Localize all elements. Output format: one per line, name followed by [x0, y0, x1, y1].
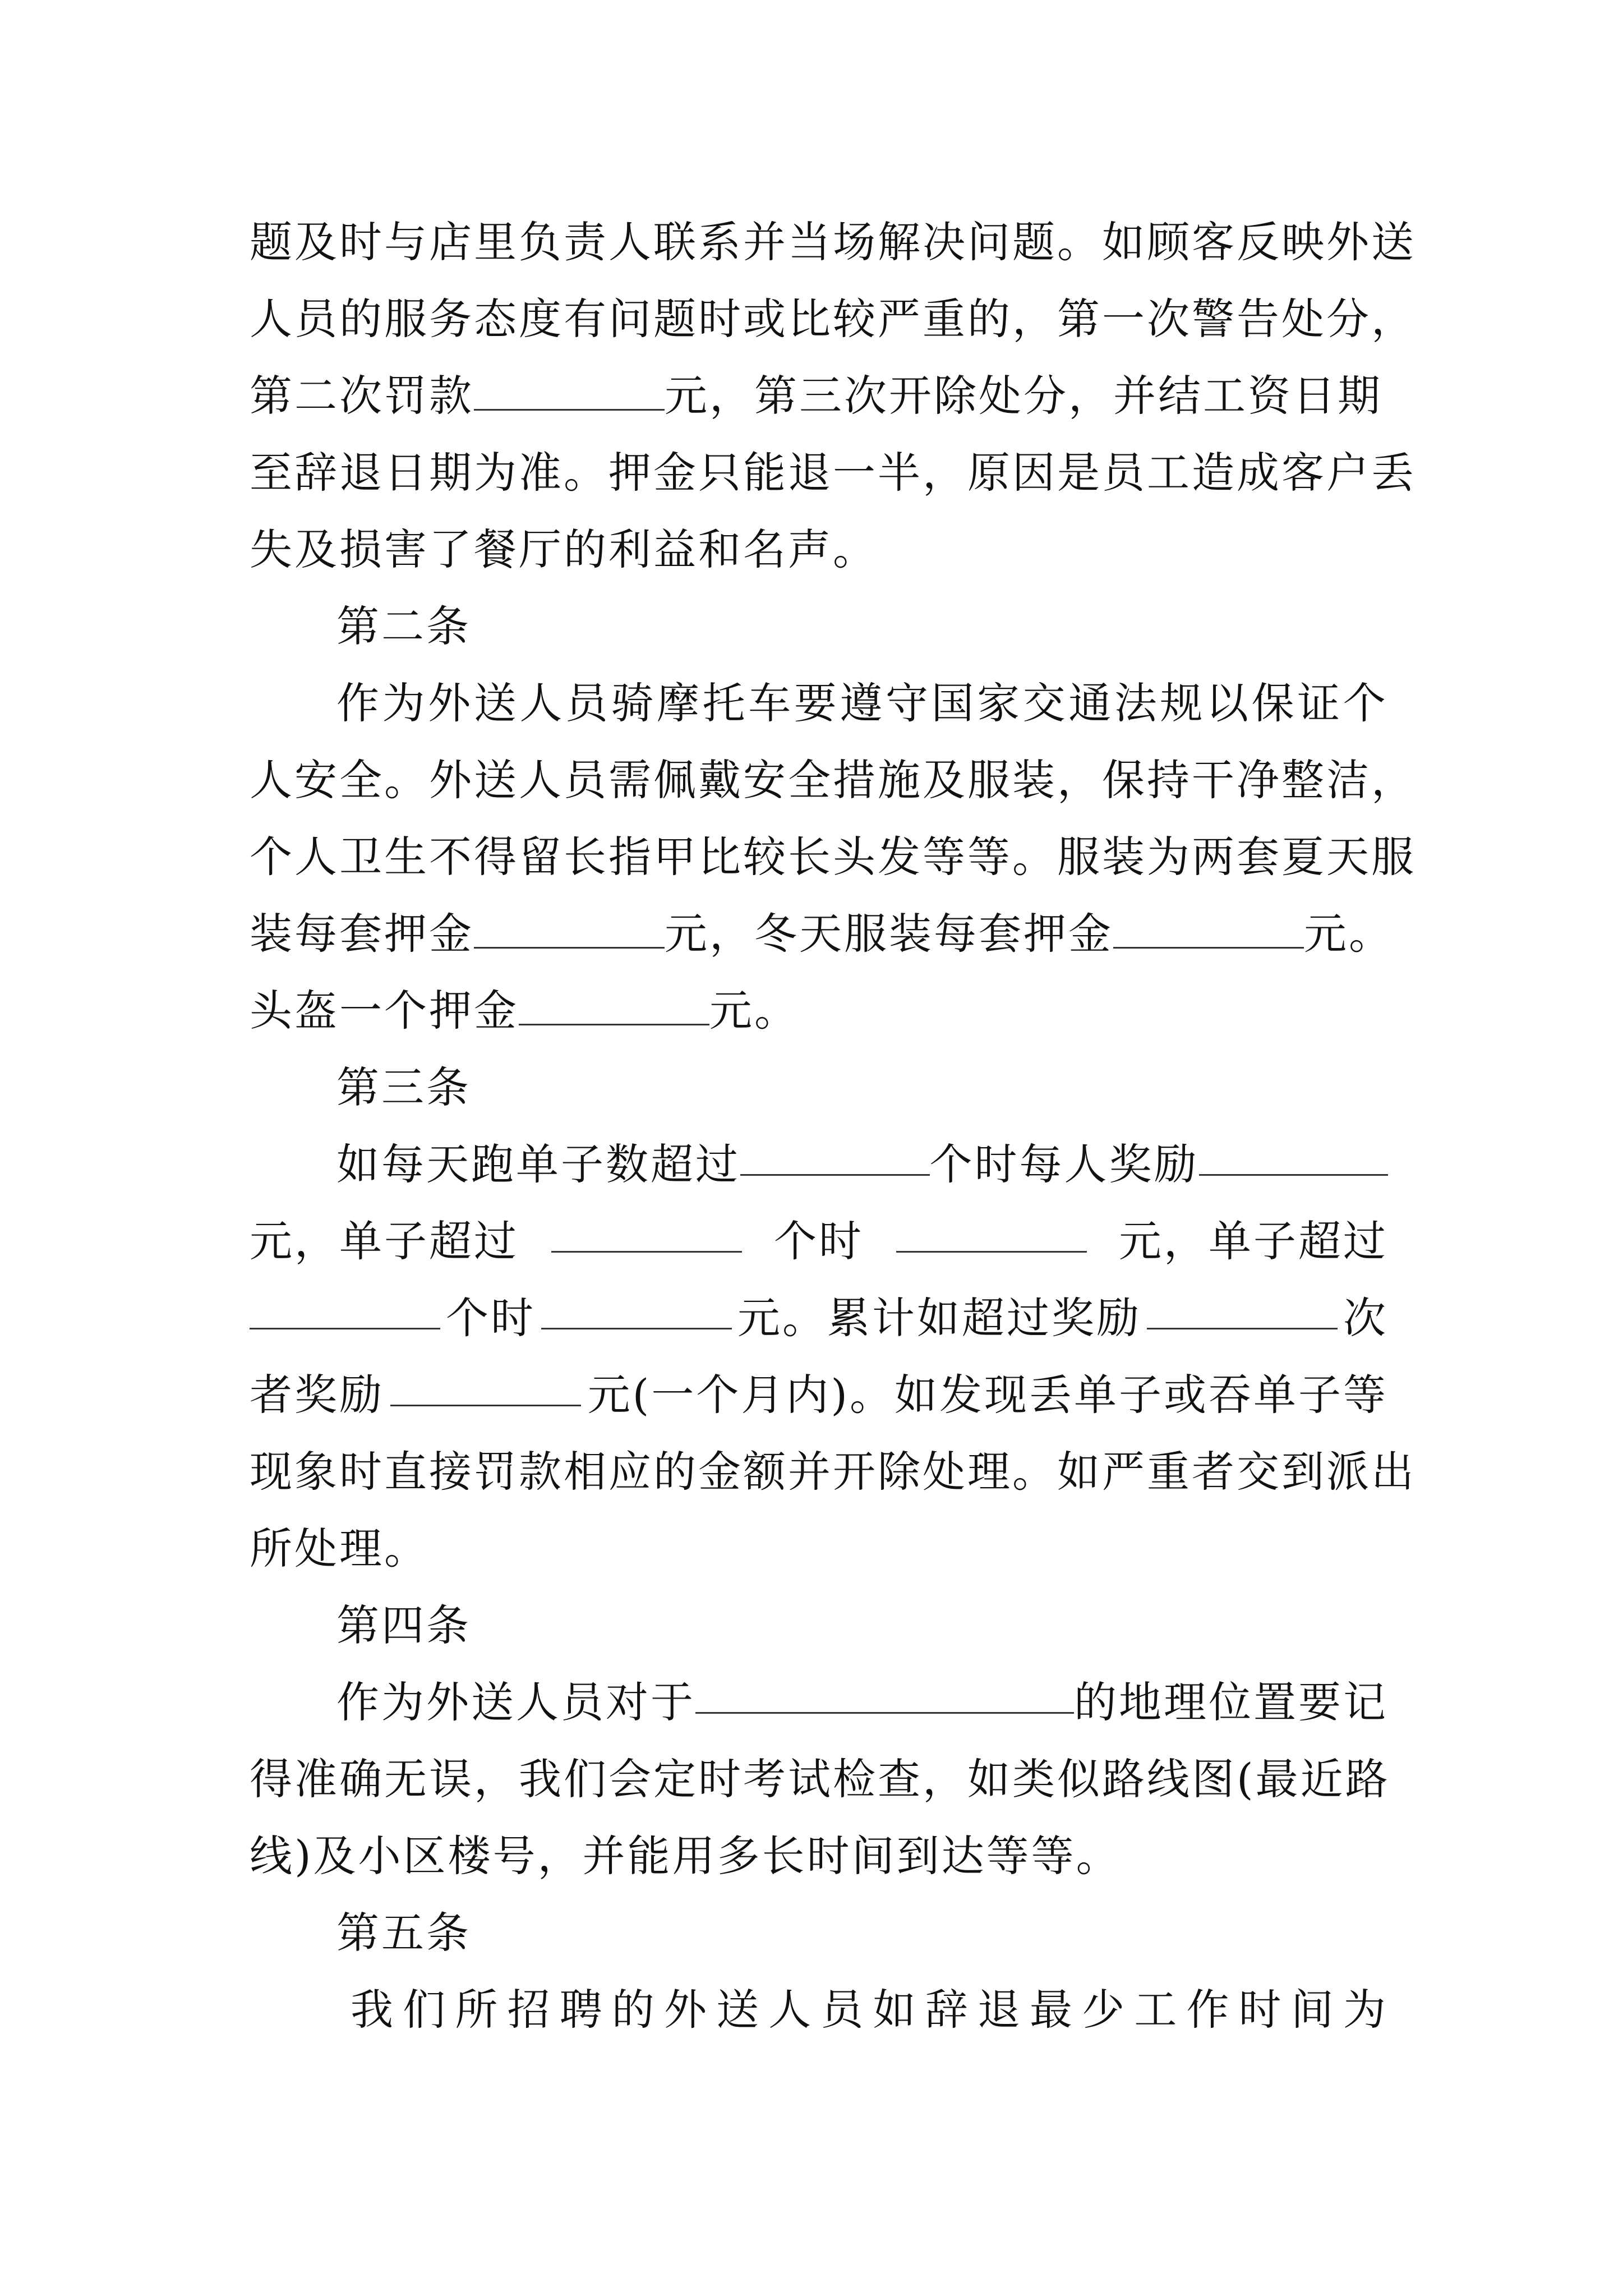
- text-char: 误: [429, 1754, 474, 1804]
- text-line: [250, 522, 1388, 578]
- text-segment: 如每天跑单子数超过: [336, 1139, 740, 1189]
- text-line: [250, 1828, 1388, 1884]
- text-line: [250, 1290, 1388, 1346]
- text-char: 送: [473, 678, 519, 728]
- text-char: (: [1237, 1754, 1256, 1804]
- text-char: 查: [878, 1754, 923, 1804]
- text-char: 个: [250, 832, 294, 882]
- text-line: [336, 1137, 1388, 1193]
- text-char: 佩: [653, 755, 698, 805]
- text-char: 路: [1102, 1754, 1147, 1804]
- text-line: [250, 445, 1416, 501]
- text-char: 映: [1281, 217, 1326, 267]
- text-char: 。: [1012, 832, 1057, 882]
- text-char: 守: [885, 678, 930, 728]
- text-char: 押: [608, 448, 653, 498]
- text-char: 送: [474, 755, 519, 805]
- text-line: [250, 1751, 1388, 1807]
- text-line: [250, 1521, 1388, 1577]
- text-char: 如: [967, 1754, 1012, 1804]
- text-char: 店: [429, 217, 474, 267]
- fill-in-blank: [250, 1290, 440, 1329]
- text-char: 理: [967, 1447, 1012, 1497]
- text-char: 施: [878, 755, 923, 805]
- text-char: 时: [339, 1447, 384, 1497]
- text-segment: 头盔一个押金: [250, 986, 519, 1036]
- text-line: [250, 214, 1416, 270]
- text-char: 考: [743, 1754, 788, 1804]
- text-char: 服: [1057, 832, 1102, 882]
- text-char: 顾: [1147, 217, 1192, 267]
- text-char: 有: [564, 294, 608, 344]
- fill-in-blank: [740, 1137, 930, 1176]
- text-char: 的: [611, 1985, 657, 2035]
- text-char: 工: [1147, 448, 1192, 498]
- text-char: 送: [1371, 217, 1416, 267]
- text-char: 准: [294, 1754, 339, 1804]
- text-char: 所: [455, 1985, 500, 2035]
- text-char: 如: [1057, 1447, 1102, 1497]
- text-line: [250, 906, 1394, 962]
- text-segment: 个时: [774, 1216, 864, 1266]
- text-char: 路: [1345, 1754, 1390, 1804]
- text-char: 第: [1057, 294, 1102, 344]
- text-char: 重: [1147, 1447, 1192, 1497]
- text-char: 严: [878, 294, 923, 344]
- text-char: 人: [519, 755, 564, 805]
- text-char: 成: [1237, 448, 1281, 498]
- text-char: 一: [1102, 294, 1147, 344]
- text-char: 开: [833, 1447, 878, 1497]
- text-char: 交: [1022, 678, 1068, 728]
- text-char: 长: [564, 832, 608, 882]
- text-char: ，: [923, 448, 967, 498]
- text-char: 试: [788, 1754, 833, 1804]
- text-char: 应: [608, 1447, 653, 1497]
- text-char: ，: [923, 1754, 967, 1804]
- fill-in-blank: [1147, 1290, 1338, 1329]
- text-char: 发: [878, 832, 923, 882]
- text-line: [336, 675, 1388, 731]
- text-char: 为: [382, 678, 427, 728]
- text-char: 警: [1192, 294, 1237, 344]
- text-char: 告: [1237, 294, 1281, 344]
- section-heading-text: 第五条: [336, 1908, 471, 1958]
- text-char: 全: [339, 755, 384, 805]
- text-segment: 元，单子超过: [1119, 1216, 1388, 1266]
- section-heading: [336, 1905, 1388, 1961]
- text-line: [250, 829, 1416, 885]
- text-char: 里: [474, 217, 519, 267]
- text-char: 车: [748, 678, 794, 728]
- text-char: 问: [967, 217, 1012, 267]
- text-char: 招: [507, 1985, 552, 2035]
- text-char: 准: [519, 448, 564, 498]
- text-segment: 作为外送人员对于: [336, 1677, 695, 1727]
- text-char: 时: [1238, 1985, 1284, 2035]
- text-char: 丢: [1371, 448, 1416, 498]
- text-char: 为: [474, 448, 519, 498]
- text-char: 只: [698, 448, 743, 498]
- text-char: 交: [1237, 1447, 1281, 1497]
- text-line: [250, 368, 1388, 424]
- text-char: 除: [878, 1447, 923, 1497]
- text-char: 人: [250, 755, 294, 805]
- text-char: 派: [1326, 1447, 1371, 1497]
- text-char: 近: [1300, 1754, 1345, 1804]
- text-segment: 元。: [1304, 909, 1394, 959]
- text-char: 安: [743, 755, 788, 805]
- text-segment: 个时每人奖励: [929, 1139, 1199, 1189]
- text-char: 如: [1102, 217, 1147, 267]
- text-char: 整: [1281, 755, 1326, 805]
- text-char: 额: [743, 1447, 788, 1497]
- text-char: 时: [339, 217, 384, 267]
- text-segment: 次: [1343, 1293, 1388, 1343]
- text-char: 天: [1326, 832, 1371, 882]
- text-char: 责: [564, 217, 608, 267]
- text-char: 夏: [1281, 832, 1326, 882]
- text-char: 员: [1102, 448, 1147, 498]
- text-char: 送: [716, 1985, 762, 2035]
- text-char: 确: [339, 1754, 384, 1804]
- text-char: 客: [1281, 448, 1326, 498]
- text-char: 托: [702, 678, 748, 728]
- section-heading: [336, 1060, 1388, 1116]
- text-char: 骑: [611, 678, 656, 728]
- text-char: 如: [873, 1985, 918, 2035]
- text-char: 造: [1192, 448, 1237, 498]
- text-char: 分: [1326, 294, 1371, 344]
- text-char: 是: [1057, 448, 1102, 498]
- text-char: 户: [1326, 448, 1371, 498]
- fill-in-blank: [695, 1674, 1074, 1714]
- text-char: 作: [336, 678, 381, 728]
- text-char: 款: [519, 1447, 564, 1497]
- text-char: 员: [820, 1985, 866, 2035]
- text-char: 并: [788, 1447, 833, 1497]
- text-char: 接: [429, 1447, 474, 1497]
- text-char: 象: [294, 1447, 339, 1497]
- text-char: 题: [653, 294, 698, 344]
- text-char: 者: [1192, 1447, 1237, 1497]
- text-char: 。: [564, 448, 608, 498]
- text-char: 场: [833, 217, 878, 267]
- text-char: ，: [1371, 755, 1416, 805]
- text-char: 装: [1102, 832, 1147, 882]
- text-char: 至: [250, 448, 294, 498]
- text-char: 。: [1012, 1447, 1057, 1497]
- text-char: 我: [519, 1754, 564, 1804]
- section-heading-text: 第三条: [336, 1062, 471, 1112]
- text-char: 装: [1012, 755, 1057, 805]
- text-char: ，: [1371, 294, 1416, 344]
- text-char: 无: [384, 1754, 429, 1804]
- text-char: 罚: [474, 1447, 519, 1497]
- text-char: 直: [384, 1447, 429, 1497]
- text-char: 处: [1281, 294, 1326, 344]
- text-char: 图: [1192, 1754, 1237, 1804]
- text-char: 为: [1343, 1985, 1388, 2035]
- text-char: 全: [788, 755, 833, 805]
- text-char: 洁: [1326, 755, 1371, 805]
- fill-in-blank: [474, 909, 665, 949]
- text-char: 。: [1057, 217, 1102, 267]
- text-char: 法: [1114, 678, 1159, 728]
- text-char: 。: [384, 755, 429, 805]
- text-char: 时: [698, 294, 743, 344]
- text-line: [250, 752, 1416, 808]
- text-char: 持: [1147, 755, 1192, 805]
- text-char: 当: [788, 217, 833, 267]
- text-char: 等: [967, 832, 1012, 882]
- text-char: 得: [250, 1754, 294, 1804]
- text-char: 个: [1343, 678, 1388, 728]
- text-char: 会: [608, 1754, 653, 1804]
- text-char: 处: [923, 1447, 967, 1497]
- text-char: 等: [923, 832, 967, 882]
- text-segment: 第二次罚款: [250, 371, 474, 421]
- text-char: 聘: [559, 1985, 605, 2035]
- text-char: 现: [250, 1447, 294, 1497]
- text-char: 需: [608, 755, 653, 805]
- section-heading: [336, 599, 1388, 655]
- text-line: [250, 291, 1416, 347]
- text-char: 一: [833, 448, 878, 498]
- text-char: 反: [1237, 217, 1281, 267]
- text-char: 以: [1205, 678, 1251, 728]
- section-heading: [336, 1598, 1388, 1654]
- text-char: 能: [743, 448, 788, 498]
- text-char: 套: [1237, 832, 1281, 882]
- text-char: 比: [788, 294, 833, 344]
- text-char: 并: [743, 217, 788, 267]
- text-char: 退: [339, 448, 384, 498]
- text-char: 干: [1192, 755, 1237, 805]
- text-char: 员: [564, 755, 608, 805]
- text-char: 两: [1192, 832, 1237, 882]
- text-line: [250, 1213, 1388, 1269]
- text-char: 们: [403, 1985, 448, 2035]
- text-char: 出: [1371, 1447, 1416, 1497]
- text-char: 辞: [294, 448, 339, 498]
- text-char: 最: [1255, 1754, 1301, 1804]
- text-segment: 失及损害了餐厅的利益和名声。: [250, 524, 878, 574]
- text-char: 定: [653, 1754, 698, 1804]
- text-char: 国: [931, 678, 976, 728]
- text-char: 保: [1251, 678, 1297, 728]
- text-char: 重: [923, 294, 967, 344]
- text-char: 头: [833, 832, 878, 882]
- text-segment: 元，单子超过: [250, 1216, 519, 1266]
- text-char: 员: [565, 678, 610, 728]
- text-char: 务: [429, 294, 474, 344]
- text-char: 指: [608, 832, 653, 882]
- text-char: 与: [384, 217, 429, 267]
- text-char: 服: [1371, 832, 1416, 882]
- text-line: [250, 983, 1388, 1039]
- text-char: 生: [384, 832, 429, 882]
- text-char: 卫: [339, 832, 384, 882]
- text-char: ，: [1057, 755, 1102, 805]
- fill-in-blank: [390, 1367, 581, 1406]
- text-char: 金: [698, 1447, 743, 1497]
- fill-in-blank: [551, 1213, 742, 1253]
- text-char: 系: [698, 217, 743, 267]
- text-segment: 元。累计如超过奖励: [737, 1293, 1141, 1343]
- text-char: 长: [788, 832, 833, 882]
- text-segment: 元。: [709, 986, 799, 1036]
- text-char: 决: [923, 217, 967, 267]
- text-char: 要: [794, 678, 839, 728]
- text-char: 服: [384, 294, 429, 344]
- fill-in-blank: [1113, 909, 1304, 949]
- text-char: 工: [1134, 1985, 1179, 2035]
- text-char: 较: [743, 832, 788, 882]
- text-char: 因: [1012, 448, 1057, 498]
- text-char: 期: [429, 448, 474, 498]
- text-char: 线: [1147, 1754, 1192, 1804]
- text-char: 半: [878, 448, 923, 498]
- text-char: ，: [474, 1754, 519, 1804]
- text-segment: 个时: [446, 1293, 536, 1343]
- text-char: 及: [294, 217, 339, 267]
- text-char: 家: [977, 678, 1022, 728]
- text-char: 我: [351, 1985, 395, 2035]
- fill-in-blank: [541, 1290, 732, 1329]
- text-char: 作: [1186, 1985, 1232, 2035]
- text-char: 及: [923, 755, 967, 805]
- text-char: 联: [653, 217, 698, 267]
- text-char: 或: [743, 294, 788, 344]
- text-char: 日: [384, 448, 429, 498]
- text-char: 安: [294, 755, 339, 805]
- text-char: 较: [833, 294, 878, 344]
- fill-in-blank: [1199, 1137, 1389, 1176]
- text-line: [336, 1674, 1388, 1731]
- text-char: 人: [250, 294, 294, 344]
- text-char: 相: [564, 1447, 608, 1497]
- text-char: 服: [967, 755, 1012, 805]
- fill-in-blank: [896, 1213, 1087, 1253]
- text-char: 戴: [698, 755, 743, 805]
- text-char: 员: [294, 294, 339, 344]
- text-char: 金: [653, 448, 698, 498]
- text-char: 度: [519, 294, 564, 344]
- text-char: 保: [1102, 755, 1147, 805]
- text-char: 退: [788, 448, 833, 498]
- text-char: 次: [1147, 294, 1192, 344]
- text-char: 到: [1281, 1447, 1326, 1497]
- text-char: 似: [1057, 1754, 1102, 1804]
- text-char: 的: [967, 294, 1012, 344]
- text-char: 检: [833, 1754, 878, 1804]
- text-char: 得: [474, 832, 519, 882]
- text-char: 负: [519, 217, 564, 267]
- text-char: 留: [519, 832, 564, 882]
- text-char: 外: [1326, 217, 1371, 267]
- text-line: [250, 1444, 1416, 1500]
- text-char: 通: [1068, 678, 1114, 728]
- text-line: [250, 1367, 1388, 1423]
- text-char: 证: [1297, 678, 1343, 728]
- text-char: 解: [878, 217, 923, 267]
- text-char: 摩: [657, 678, 702, 728]
- section-heading-text: 第二条: [336, 601, 471, 651]
- text-char: 问: [608, 294, 653, 344]
- text-line: [351, 1982, 1388, 2038]
- text-char: 甲: [653, 832, 698, 882]
- text-char: ，: [1012, 294, 1057, 344]
- text-char: 间: [1290, 1985, 1336, 2035]
- text-char: 净: [1237, 755, 1281, 805]
- text-char: 原: [967, 448, 1012, 498]
- text-char: 少: [1082, 1985, 1127, 2035]
- text-char: 题: [1012, 217, 1057, 267]
- text-char: 外: [663, 1985, 709, 2035]
- text-segment: 装每套押金: [250, 909, 474, 959]
- text-char: 们: [564, 1754, 608, 1804]
- text-char: 的: [339, 294, 384, 344]
- fill-in-blank: [474, 371, 665, 411]
- text-char: 外: [429, 755, 474, 805]
- text-segment: 线)及小区楼号，并能用多长时间到达等等。: [250, 1831, 1121, 1881]
- text-char: 辞: [925, 1985, 970, 2035]
- text-char: 题: [250, 217, 294, 267]
- text-char: 比: [698, 832, 743, 882]
- text-char: 客: [1192, 217, 1237, 267]
- text-char: 严: [1102, 1447, 1147, 1497]
- text-segment: 的地理位置要记: [1074, 1677, 1388, 1727]
- text-char: 退: [977, 1985, 1022, 2035]
- text-char: 最: [1030, 1985, 1075, 2035]
- text-char: 外: [428, 678, 473, 728]
- text-char: 人: [768, 1985, 814, 2035]
- text-segment: 元，第三次开除处分，并结工资日期: [665, 371, 1382, 421]
- text-char: 规: [1160, 678, 1205, 728]
- text-char: 措: [833, 755, 878, 805]
- text-char: 人: [294, 832, 339, 882]
- text-char: 人: [608, 217, 653, 267]
- text-char: 类: [1012, 1754, 1057, 1804]
- text-char: 人: [519, 678, 565, 728]
- fill-in-blank: [519, 986, 709, 1025]
- text-segment: 所处理。: [250, 1524, 429, 1573]
- text-segment: 者奖励: [250, 1370, 384, 1420]
- text-segment: 元(一个月内)。如发现丢单子或吞单子等: [587, 1370, 1388, 1420]
- text-char: 为: [1147, 832, 1192, 882]
- text-segment: 元，冬天服装每套押金: [665, 909, 1113, 959]
- text-char: 态: [474, 294, 519, 344]
- text-char: 时: [698, 1754, 743, 1804]
- text-char: 不: [429, 832, 474, 882]
- text-char: 遵: [840, 678, 885, 728]
- text-char: 的: [653, 1447, 698, 1497]
- section-heading-text: 第四条: [336, 1600, 471, 1650]
